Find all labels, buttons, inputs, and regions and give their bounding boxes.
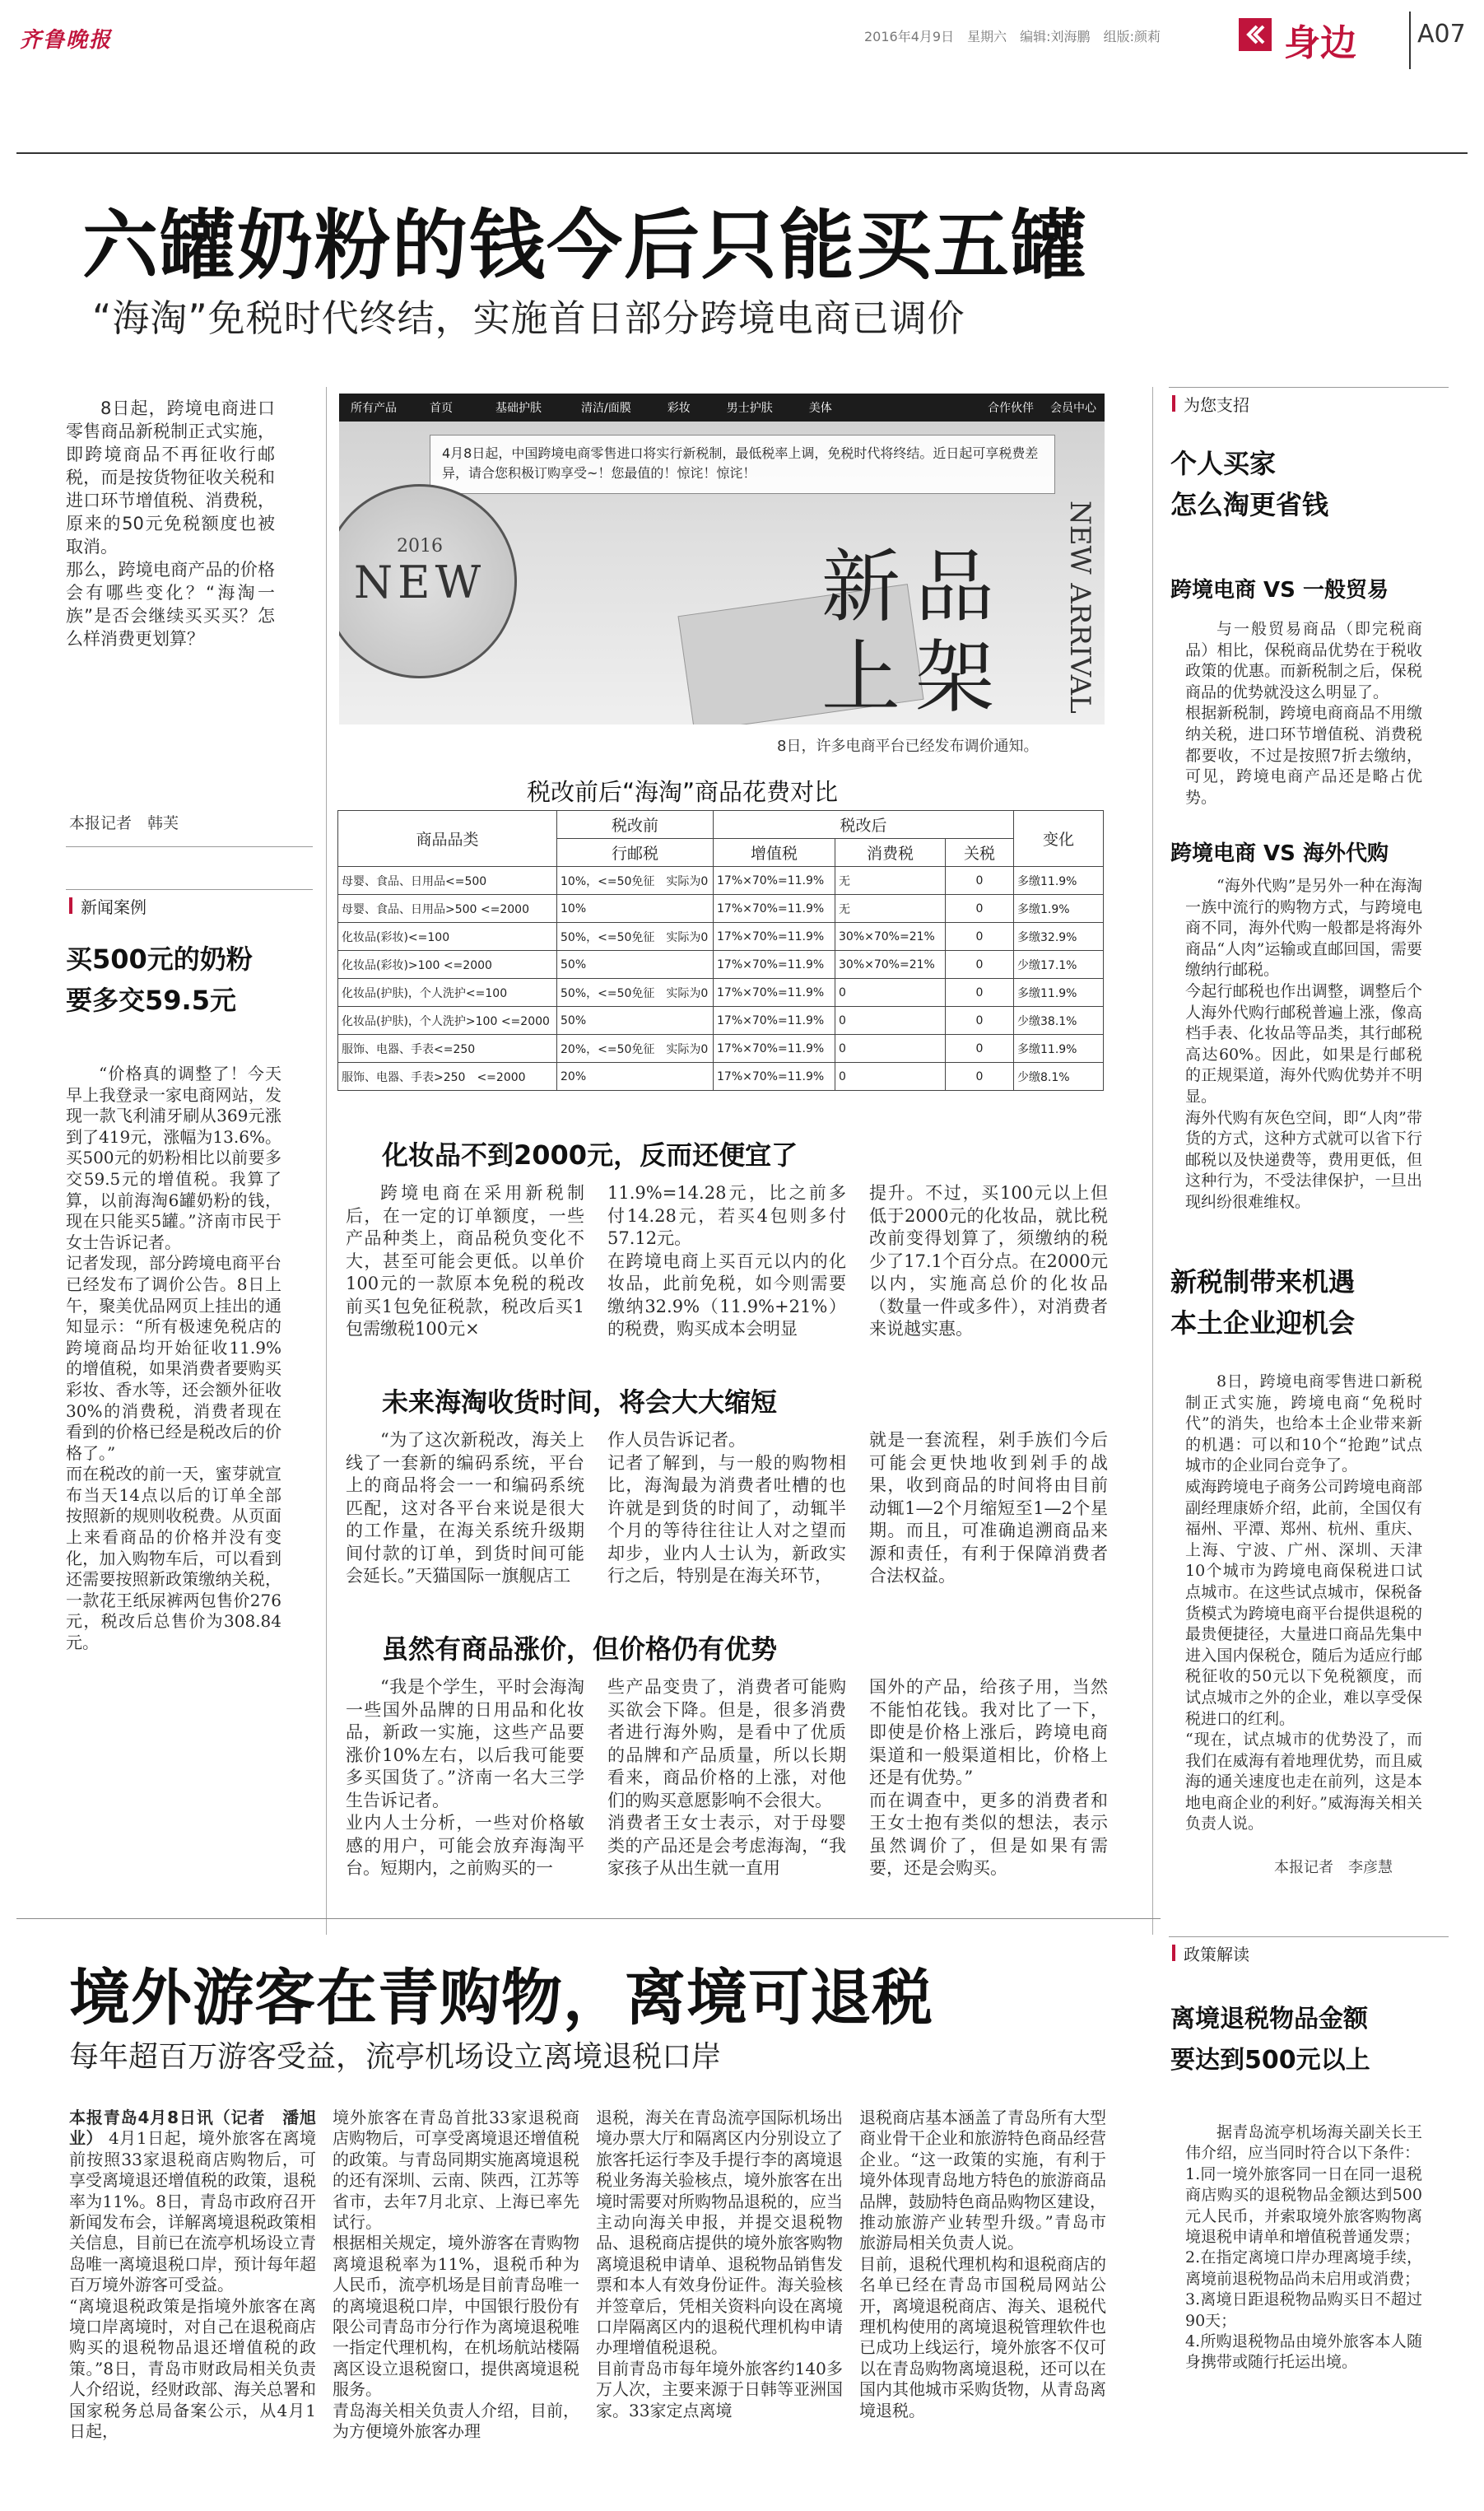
issue-weekday: 星期六 xyxy=(967,29,1007,44)
article2-headline: 境外游客在青购物，离境可退税 xyxy=(69,1963,933,2033)
badge-year: 2016 xyxy=(397,536,443,557)
sub2-col2 xyxy=(607,1429,846,1588)
headline: 六罐奶粉的钱今后只能买五罐 xyxy=(82,202,1089,290)
sub1-col1-text: 跨境电商在采用新税制后，在一定的订单额度，一些产品种类上，商品税负变化不大，甚至可能会更低。以单价100元的一款原本免税的税改前买1包免征税款，税改后买1包需缴税100元× xyxy=(346,1183,584,1339)
sub2-col3 xyxy=(869,1429,1108,1588)
photo-notice-banner xyxy=(430,435,1055,494)
masthead-rule xyxy=(16,152,1468,154)
case-title xyxy=(66,939,253,1021)
column-rule-left xyxy=(326,387,327,1935)
article2-subheadline: 每年超百万游客受益，流亭机场设立离境退税口岸 xyxy=(69,2040,722,2074)
column-rule-right xyxy=(1152,387,1153,1935)
sub2-col1 xyxy=(346,1429,584,1588)
table-title: 税改前后“海淘”商品花费对比 xyxy=(527,778,839,806)
photo-nav-item: 基础护肤 xyxy=(495,402,542,415)
table-cell-consumption: 0 xyxy=(835,1007,946,1035)
policy-top-rule xyxy=(1169,1936,1449,1937)
table-cell-item: 母婴、食品、日用品<=500 xyxy=(338,867,557,895)
tips-title-line2: 怎么淘更省钱 xyxy=(1170,489,1329,520)
photo-notice-text: 4月8日起，中国跨境电商零售进口将实行新税制，最低税率上调，免税时代将终结。近日起可享税费差异，请合您积极订购享受~！您最值的！惊诧！惊诧！ xyxy=(442,445,1039,481)
case-title-line1: 买500元的奶粉 xyxy=(66,943,253,975)
tips-tag: 为您支招 xyxy=(1172,392,1249,416)
table-cell-change: 少缴38.1% xyxy=(1014,1007,1104,1035)
table-cell-tariff: 0 xyxy=(946,1007,1014,1035)
table-cell-before: 20%，<=50免征 实际为0 xyxy=(557,1035,714,1063)
policy-title xyxy=(1170,1999,1370,2081)
article2-col4-text: 退税商店基本涵盖了青岛所有大型商业骨干企业和旅游特色商品经营企业。“这一政策的实施，有利于境外体现青岛地方特色的旅游商品品牌，鼓励特色商品购物区建设，推动旅游产业转型升级。”青岛市旅游局相关负责人说。 目前，退税代理机构和退税商店的名单已经在青岛市国税局网站公开，离境退税商店、海关、退税代理机构使用的离境退税管理软件也已成功上线运行，境外旅客不仅可以在青岛购物离境退税，还可以在国内其他城市采购货物，从青岛离境退税。 xyxy=(859,2108,1106,2420)
table-cell-before: 50%，<=50免征 实际为0 xyxy=(557,979,714,1007)
photo-badge xyxy=(339,484,517,678)
case-body xyxy=(66,1064,281,1654)
issue-date: 2016年4月9日 xyxy=(864,29,955,44)
photo-nav-item: 合作伙伴 xyxy=(988,402,1034,415)
tips-body-2 xyxy=(1185,876,1422,1214)
tips-top-rule xyxy=(1169,387,1449,388)
case-top-rule xyxy=(66,889,313,890)
table-cell-tariff: 0 xyxy=(946,923,1014,951)
table-cell-before: 10%，<=50免征 实际为0 xyxy=(557,867,714,895)
sub3-col3-text: 国外的产品，给孩子用，当然不能怕花钱。我对比了一下，即使是价格上涨后，跨境电商渠道和一般渠道相比，价格上还是有优势。” 而在调查中，更多的消费者和王女士抱有类似的想法，表示虽然调价了，但是如果有需要，还是会购买。 xyxy=(869,1677,1108,1878)
lead-text: 8日起，跨境电商进口零售商品新税制正式实施，即跨境商品不再征收行邮税，而是按货物征收关税和进口环节增值税、消费税，原来的50元免税额度也被取消。 那么，跨境电商产品的价格会有哪些变化？“海淘一族”是否会继续买买买？怎么样消费更划算？ xyxy=(66,398,275,649)
lead-paragraph xyxy=(66,397,275,650)
subheadline: “海淘”免税时代终结，实施首日部分跨境电商已调价 xyxy=(92,296,965,340)
article2-col1 xyxy=(69,2108,316,2443)
policy-tag: 政策解读 xyxy=(1172,1941,1249,1965)
table-cell-tariff: 0 xyxy=(946,1035,1014,1063)
article2-col2 xyxy=(333,2108,579,2443)
table-cell-change: 少缴17.1% xyxy=(1014,951,1104,979)
page-number: A07 xyxy=(1417,20,1466,49)
sub2-col3-text: 就是一套流程，剁手族们今后可能会更快地收到剁手的战果，收到商品的时间将由目前动辄1—2个月缩短至1—2个星期。而且，可准确追溯商品来源和责任，有利于保障消费者合法权益。 xyxy=(869,1430,1108,1586)
policy-title-line1: 离境退税物品金额 xyxy=(1170,2005,1368,2033)
sub2-col2-text: 作人员告诉记者。 记者了解到，与一般的购物相比，海淘最为消费者吐槽的也许就是到货的时间了，动辄半个月的等待往往让人对之望而却步，业内人士认为，新政实行之后，特别是在海关环节， xyxy=(607,1430,846,1586)
tips-body-1 xyxy=(1185,619,1422,808)
photo-nav-item: 男士护肤 xyxy=(726,402,773,415)
sub3-col1 xyxy=(346,1676,584,1880)
photo-nav-item: 首页 xyxy=(430,402,453,415)
article2-col4 xyxy=(859,2108,1106,2421)
tips-text-1: 与一般贸易商品（即完税商品）相比，保税商品优势在于税收政策的优惠。而新税制之后，保税商品的优势就没这么明显了。 根据新税制，跨境电商商品不用缴纳关税，进口环节增值税、消费税都要收，不过是按照7折去缴纳，可见，跨境电商产品还是略占优势。 xyxy=(1185,620,1422,807)
subsection-title-3: 虽然有商品涨价，但价格仍有优势 xyxy=(382,1633,778,1665)
subsection-title-2: 未来海淘收货时间，将会大大缩短 xyxy=(382,1386,778,1418)
tips-subtitle-1: 跨境电商 VS 一般贸易 xyxy=(1170,578,1389,603)
table-cell-item: 化妆品(护肤)，个人洗护<=100 xyxy=(338,979,557,1007)
opportunity-body xyxy=(1185,1372,1422,1835)
masthead-divider xyxy=(1409,12,1411,69)
sub1-col3-text: 提升。不过，买100元以上但低于2000元的化妆品，就比税改前变得划算了，须缴纳的税少了17.1个百分点。在2000元以内，实施高总价的化妆品（数量一件或多件），对消费者来说越实惠。 xyxy=(869,1183,1108,1339)
newspaper-logo: 齐鲁晚报 xyxy=(20,28,113,53)
byline: 本报记者 韩芙 xyxy=(69,814,179,832)
photo-nav-item: 会员中心 xyxy=(1050,402,1096,415)
photo-side-word: NEW ARRIVAL xyxy=(1063,501,1096,714)
table-cell-change: 多缴32.9% xyxy=(1014,923,1104,951)
article2-col3 xyxy=(596,2108,843,2421)
byline-rule xyxy=(66,846,313,847)
sub3-col2-text: 些产品变贵了，消费者可能购买欲会下降。但是，很多消费者进行海外购，是看中了优质的品牌和产品质量，所以长期看来，商品价格的上涨，对他们的购买意愿影响不会很大。 消费者王女士表示，对于母婴类的产品还是会考虑海淘，“我家孩子从出生就一直用 xyxy=(607,1677,846,1878)
subsection-title-1: 化妆品不到2000元，反而还便宜了 xyxy=(382,1139,798,1171)
table-cell-vat: 17%×70%=11.9% xyxy=(714,979,835,1007)
case-title-line2: 要多交59.5元 xyxy=(66,985,236,1016)
section-name: 身边 xyxy=(1284,22,1356,64)
table-cell-vat: 17%×70%=11.9% xyxy=(714,1063,835,1091)
photo-nav-bar xyxy=(339,394,1105,422)
sub1-col1 xyxy=(346,1182,584,1341)
table-cell-tariff: 0 xyxy=(946,979,1014,1007)
photo-nav-item: 彩妆 xyxy=(667,402,691,415)
photo-nav-item: 美体 xyxy=(808,402,832,415)
table-cell-item: 服饰、电器、手表<=250 xyxy=(338,1035,557,1063)
table-cell-change: 多缴11.9% xyxy=(1014,979,1104,1007)
tips-subtitle-2: 跨境电商 VS 海外代购 xyxy=(1170,841,1389,866)
table-cell-vat: 17%×70%=11.9% xyxy=(714,951,835,979)
table-cell-item: 母婴、食品、日用品>500 <=2000 xyxy=(338,895,557,923)
case-text: “价格真的调整了！今天早上我登录一家电商网站，发现一款飞利浦牙刷从369元涨到了419元，涨幅为13.6%。买500元的奶粉相比以前要多交59.5元的增值税。我算了算，以前海淘6罐奶粉的钱，现在只能买5罐。”济南市民于女士告诉记者。 记者发现，部分跨境电商平台已经发布了调价公告。8日上午，聚美优品网页上挂出的通知显示：“所有极速免税店的跨境商品均开始征收11.9%的增值税，如果消费者要购买彩妆、香水等，还会额外征收30%的消费税，消费者现在看到的价格已经是税改后的价格了。” 而在税改的前一天，蜜芽就宣布当天14点以后的订单全部按照新的规则收税费。从页面上来看商品的价格并没有变化，加入购物车后，可以看到还需要按照新政策缴纳关税，一款花王纸尿裤两包售价276元，税改后总售价为308.84元。 xyxy=(66,1064,281,1653)
table-cell-before: 50%，<=50免征 实际为0 xyxy=(557,923,714,951)
table-cell-item: 化妆品(彩妆)>100 <=2000 xyxy=(338,951,557,979)
table-header-postal-tax: 行邮税 xyxy=(557,839,714,867)
opportunity-byline: 本报记者 李彦慧 xyxy=(1274,1859,1393,1876)
table-row xyxy=(338,867,1104,895)
table-header-consumption-tax: 消费税 xyxy=(835,839,946,867)
table-row xyxy=(338,1063,1104,1091)
table-cell-consumption: 0 xyxy=(835,1063,946,1091)
masthead-meta xyxy=(864,26,1161,45)
design-credit: 组版:颜莉 xyxy=(1103,29,1161,44)
policy-text: 据青岛流亭机场海关副关长王伟介绍，应当同时符合以下条件： 1.同一境外旅客同一日在同一退税商店购买的退税物品金额达到500元人民币，并索取境外旅客购物离境退税申请单和增值税普通发票； 2.在指定离境口岸办理离境手续，离境前退税物品尚未启用或消费； 3.离境日距退税物品购买日不超过90天； 4.所购退税物品由境外旅客本人随身携带或随行托运出境。 xyxy=(1185,2123,1422,2372)
table-cell-tariff: 0 xyxy=(946,1063,1014,1091)
tips-text-2: “海外代购”是另外一种在海淘一族中流行的购物方式，与跨境电商不同，海外代购一般都是将海外商品“人肉”运输或直邮回国，需要缴纳行邮税。 今起行邮税也作出调整，调整后个人海外代购行邮税普遍上涨，像高档手表、化妆品等品类，其行邮税高达60%。因此，如果是行邮税的正规渠道，海外代购优势并不明显。 海外代购有灰色空间，即“人肉”带货的方式，这种方式就可以省下行邮税以及快递费等，费用更低，但这种行为，不受法律保护，一旦出现纠纷很难维权。 xyxy=(1185,877,1422,1211)
tax-comparison-table xyxy=(337,810,1104,1091)
table-cell-tariff: 0 xyxy=(946,895,1014,923)
table-cell-item: 化妆品(彩妆)<=100 xyxy=(338,923,557,951)
table-row xyxy=(338,979,1104,1007)
policy-body xyxy=(1185,2122,1422,2374)
table-cell-consumption: 0 xyxy=(835,979,946,1007)
table-cell-vat: 17%×70%=11.9% xyxy=(714,1007,835,1035)
sub3-col3 xyxy=(869,1676,1108,1880)
editor-credit: 编辑:刘海鹏 xyxy=(1020,29,1091,44)
policy-title-line2: 要达到500元以上 xyxy=(1170,2046,1370,2075)
table-cell-change: 少缴8.1% xyxy=(1014,1063,1104,1091)
photo-big-text: 新品上架 xyxy=(821,541,1009,724)
article2-top-rule xyxy=(16,1918,1161,1919)
table-cell-tariff: 0 xyxy=(946,951,1014,979)
news-photo xyxy=(339,394,1105,724)
table-cell-item: 化妆品(护肤)，个人洗护>100 <=2000 xyxy=(338,1007,557,1035)
table-cell-change: 多缴1.9% xyxy=(1014,895,1104,923)
table-header-after: 税改后 xyxy=(714,811,1014,839)
opportunity-title xyxy=(1170,1261,1355,1344)
sub1-col2 xyxy=(607,1182,846,1341)
article2-col1-text: 4月1日起，境外旅客在离境前按照33家退税商店购物后，可享受离境退还增值税的政策，退税率为11%。8日，青岛市政府召开新闻发布会，详解离境退税政策相关信息，目前已在流亭机场设立青岛唯一离境退税口岸，预计每年超百万境外游客可受益。 “离境退税政策是指境外旅客在离境口岸离境时，对自己在退税商店购买的退税物品退还增值税的政策。”8日，青岛市财政局相关负责人介绍说，经财政部、海关总署和国家税务总局备案公示，从4月1日起， xyxy=(69,2128,316,2442)
table-cell-before: 50% xyxy=(557,1007,714,1035)
table-header-before: 税改前 xyxy=(557,811,714,839)
table-header-vat: 增值税 xyxy=(714,839,835,867)
table-cell-consumption: 0 xyxy=(835,1035,946,1063)
table-cell-before: 10% xyxy=(557,895,714,923)
article2-dateline: 本报青岛4月8日讯（记者 潘旭业） xyxy=(69,2108,316,2149)
table-cell-item: 服饰、电器、手表>250 <=2000 xyxy=(338,1063,557,1091)
table-cell-change: 多缴11.9% xyxy=(1014,867,1104,895)
opportunity-title-line2: 本土企业迎机会 xyxy=(1170,1307,1356,1339)
table-cell-consumption: 30%×70%=21% xyxy=(835,923,946,951)
table-header-change: 变化 xyxy=(1014,811,1104,867)
table-header-tariff: 关税 xyxy=(946,839,1014,867)
article2-col3-text: 退税，海关在青岛流亭国际机场出境办票大厅和隔离区内分别设立了旅客托运行李及手提行李的离境退税业务海关验核点，境外旅客在出境时需要对所购物品退税的，应当主动向海关申报，并提交退税物品、退税商店提供的境外旅客购物离境退税申请单、退税物品销售发票和本人有效身份证件。海关验核并签章后，凭相关资料向设在离境口岸隔离区内的退税代理机构申请办理增值税退税。 目前青岛市每年境外旅客约140多万人次，主要来源于日韩等亚洲国家。33家定点离境 xyxy=(596,2108,843,2420)
tips-title-line1: 个人买家 xyxy=(1170,448,1277,479)
table-cell-before: 50% xyxy=(557,951,714,979)
sub1-col2-text: 11.9%=14.28元，比之前多付14.28元，若买4包则多付57.12元。 在跨境电商上买百元以内的化妆品，此前免税，如今则需要缴纳32.9%（11.9%+21%）的税费，购买成本会明显 xyxy=(607,1183,846,1339)
tips-title xyxy=(1170,443,1328,525)
section-chevron-icon xyxy=(1239,18,1272,51)
opportunity-text: 8日，跨境电商零售进口新税制正式实施，跨境电商“免税时代”的消失，也给本土企业带来新的机遇：可以和10个“抢跑”试点城市的企业同台竞争了。 威海跨境电子商务公司跨境电商部副经理康娇介绍，此前，全国仅有福州、平潭、郑州、杭州、重庆、上海、宁波、广州、深圳、天津10个城市为跨境电商保税进口试点城市。在这些试点城市，保税备货模式为跨境电商平台提供退税的最贵便捷径，大量进口商品先集中进入国内保税仓，随后为适应行邮税征收的50元以下免税额度，而试点城市之外的企业，难以享受保税进口的红利。 “现在，试点城市的优势没了，而我们在威海有着地理优势，而且威海的通关速度也走在前列，这是本地电商企业的利好。”威海海关相关负责人说。 xyxy=(1185,1372,1422,1833)
table-cell-consumption: 无 xyxy=(835,867,946,895)
table-row xyxy=(338,895,1104,923)
opportunity-title-line1: 新税制带来机遇 xyxy=(1170,1266,1356,1297)
sub3-col2 xyxy=(607,1676,846,1880)
badge-word: NEW xyxy=(353,557,486,608)
sub3-col1-text: “我是个学生，平时会海淘一些国外品牌的日用品和化妆品，新政一实施，这些产品要涨价10%左右，以后我可能要多买国货了。”济南一名大三学生告诉记者。 业内人士分析，一些对价格敏感的用户，可能会放弃海淘平台。短期内，之前购买的一 xyxy=(346,1677,584,1878)
table-cell-consumption: 30%×70%=21% xyxy=(835,951,946,979)
table-cell-vat: 17%×70%=11.9% xyxy=(714,923,835,951)
photo-nav-item: 所有产品 xyxy=(351,402,397,415)
article2-col2-text: 境外旅客在青岛首批33家退税商店购物后，可享受离境退还增值税的政策。与青岛同期实施离境退税的还有深圳、云南、陕西，江苏等省市，去年7月北京、上海已率先试行。 根据相关规定，境外游客在青购物离境退税率为11%，退税币种为人民币，流亭机场是目前青岛唯一的离境退税口岸，中国银行股份有限公司青岛市分行作为离境退税唯一指定代理机构，在机场航站楼隔离区设立退税窗口，提供离境退税服务。 青岛海关相关负责人介绍，目前，为方便境外旅客办理 xyxy=(333,2108,579,2442)
sub2-col1-text: “为了这次新税改，海关上线了一套新的编码系统，平台上的商品将会一一和编码系统匹配，这对各平台来说是很大的工作量，在海关系统升级期间付款的订单，到货时间可能会延长。”天猫国际一旗舰店工 xyxy=(346,1430,584,1586)
table-cell-consumption: 无 xyxy=(835,895,946,923)
table-cell-vat: 17%×70%=11.9% xyxy=(714,1035,835,1063)
table-row xyxy=(338,1007,1104,1035)
table-cell-change: 多缴11.9% xyxy=(1014,1035,1104,1063)
photo-nav-item: 清洁/面膜 xyxy=(581,402,631,415)
table-cell-tariff: 0 xyxy=(946,867,1014,895)
table-cell-vat: 17%×70%=11.9% xyxy=(714,895,835,923)
table-header-item: 商品品类 xyxy=(338,811,557,867)
table-row xyxy=(338,923,1104,951)
case-tag: 新闻案例 xyxy=(69,894,147,918)
table-row xyxy=(338,951,1104,979)
photo-caption: 8日，许多电商平台已经发布调价通知。 xyxy=(777,738,1039,755)
table-cell-vat: 17%×70%=11.9% xyxy=(714,867,835,895)
sub1-col3 xyxy=(869,1182,1108,1341)
table-row xyxy=(338,1035,1104,1063)
table-cell-before: 20% xyxy=(557,1063,714,1091)
